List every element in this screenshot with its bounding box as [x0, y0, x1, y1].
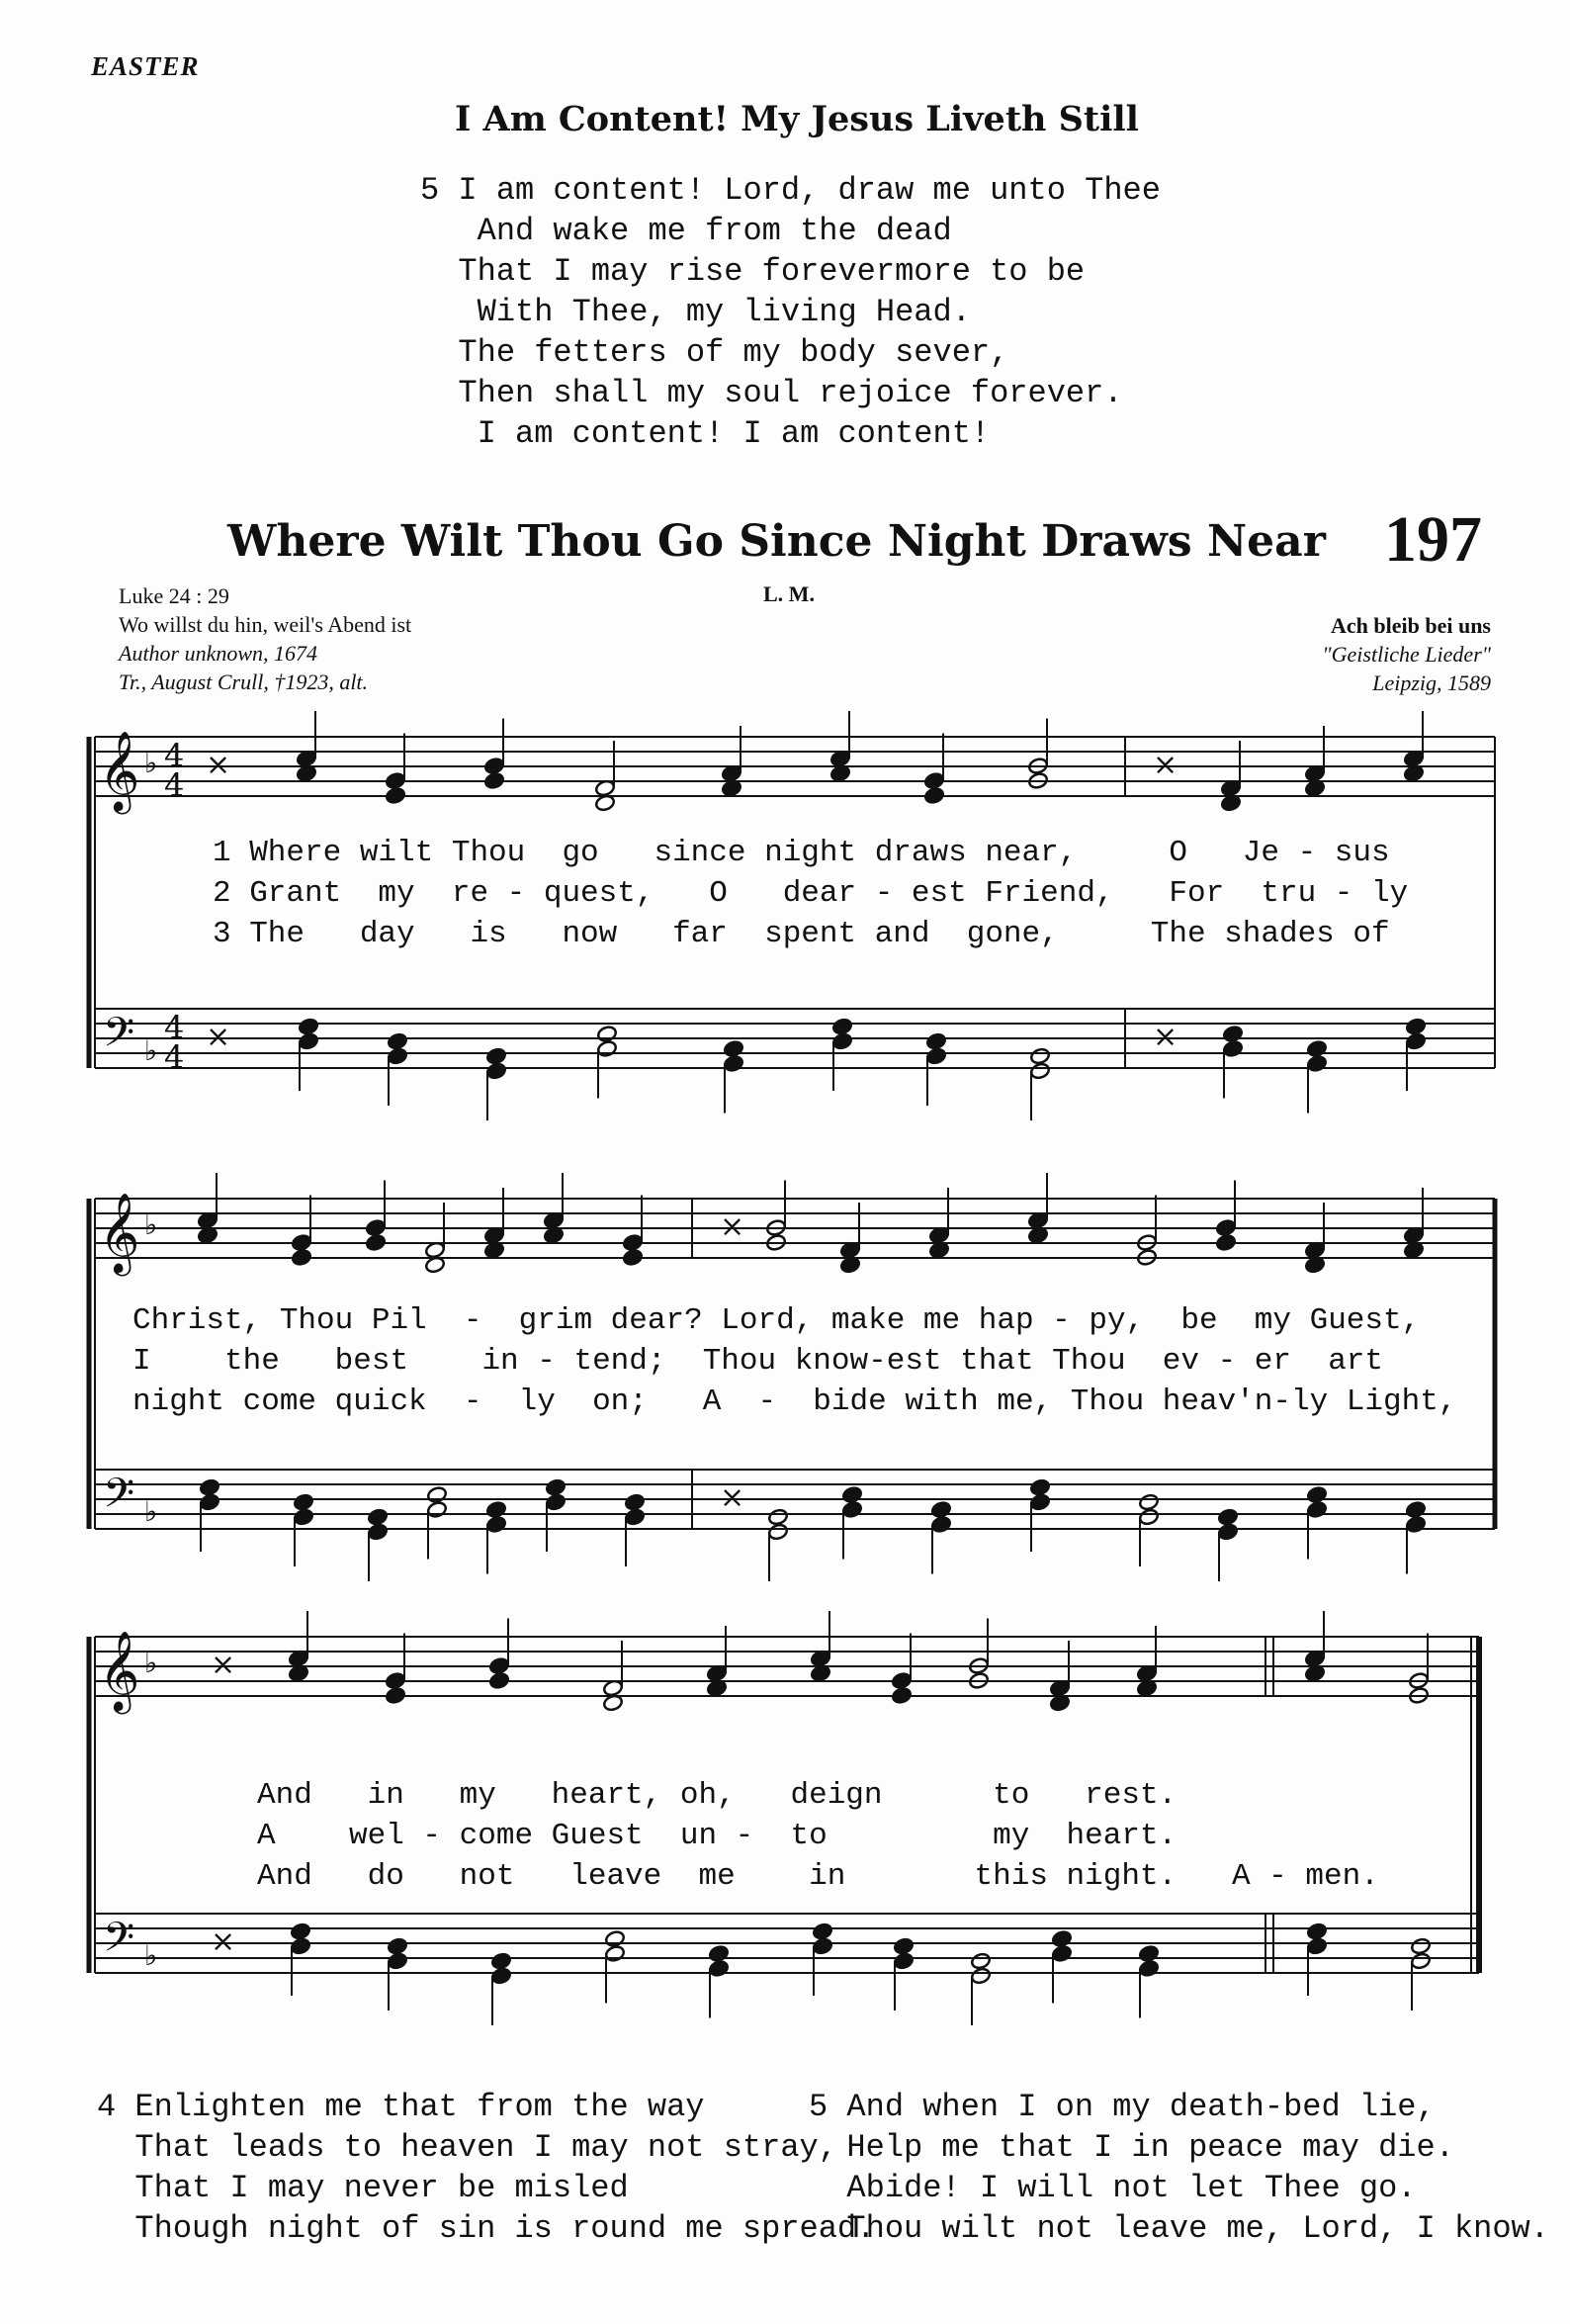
note-head [1306, 1922, 1327, 1940]
note-head [385, 1686, 405, 1704]
stanza-line: Abide! I will not let Thee go. [809, 2170, 1417, 2206]
time-signature: 4 [164, 766, 185, 804]
note-head [1306, 1054, 1327, 1072]
time-signature: 4 [164, 737, 185, 774]
note-head [291, 1233, 311, 1251]
system-2-lyric-line: night come quick - ly on; A - bide with me, Thou heav'n-ly Light, [132, 1385, 1457, 1419]
note-head [930, 1500, 951, 1518]
note-head [1215, 1218, 1236, 1236]
note-head [1306, 1039, 1327, 1057]
music-system-1 [89, 711, 1495, 1120]
note-head [893, 1952, 914, 1970]
note-head [385, 1671, 405, 1689]
note-head [367, 1508, 388, 1526]
german-first-line: Wo willst du hin, weil's Abend ist [119, 612, 412, 637]
bass-clef: 𝄢 [103, 1914, 135, 1971]
note-head [488, 1656, 509, 1674]
note-head [1138, 1944, 1159, 1962]
note-head [1217, 1508, 1238, 1526]
stanza-line: Help me that I in peace may die. [809, 2129, 1454, 2166]
flat-key-signature: ♭ [144, 1208, 158, 1241]
stanza-line: Thou wilt not leave me, Lord, I know. [809, 2210, 1549, 2247]
note-head [1306, 1500, 1327, 1518]
note-head [365, 1233, 386, 1251]
note-head [298, 1032, 318, 1050]
note-head [1029, 1478, 1050, 1496]
stanza-line: That I may rise forevermore to be [420, 253, 1086, 290]
note-head [387, 1952, 407, 1970]
note-head [426, 1485, 447, 1503]
system-1-lyric-line: 2 Grant my re - quest, O dear - est Friend, For tru - ly [213, 876, 1409, 911]
note-head [1405, 1515, 1426, 1533]
scripture-reference: Luke 24 : 29 [119, 583, 229, 608]
stanza-line: 5 I am content! Lord, draw me unto Thee [420, 172, 1161, 209]
note-head [624, 1493, 645, 1511]
note-head [298, 1018, 318, 1035]
note-head [708, 1959, 729, 1977]
note-head [485, 1047, 506, 1065]
system-3-lyric-line: A wel - come Guest un - to my heart. [257, 1819, 1178, 1853]
system-1-lyric-line: 3 The day is now far spent and gone, The shades of [213, 917, 1390, 951]
note-head [545, 1478, 566, 1496]
note-head [385, 771, 405, 789]
tune-source: "Geistliche Lieder" [1322, 642, 1491, 667]
flat-key-signature: ♭ [144, 1495, 158, 1528]
note-head [1405, 1500, 1426, 1518]
note-head [923, 771, 944, 789]
note-head [1029, 1047, 1050, 1065]
stanza-line: The fetters of my body sever, [420, 334, 1009, 371]
bass-clef: 𝄢 [103, 1009, 135, 1066]
flat-key-signature: ♭ [144, 1647, 158, 1679]
note-head [596, 1039, 617, 1057]
stanza-line: 5 And when I on my death-bed lie, [809, 2089, 1436, 2125]
note-head [970, 1967, 991, 1985]
note-head [387, 1937, 407, 1955]
quarter-rest: ⨯ [206, 748, 231, 782]
bass-clef: 𝄢 [103, 1470, 135, 1527]
note-head [767, 1523, 788, 1541]
note-head [1138, 1959, 1159, 1977]
note-head [891, 1671, 912, 1689]
note-head [622, 1233, 643, 1251]
quarter-rest: ⨯ [1153, 748, 1178, 782]
tune-place: Leipzig, 1589 [1372, 670, 1491, 695]
stanza-line: 4 Enlighten me that from the way [97, 2089, 705, 2125]
treble-clef: 𝄞 [99, 730, 140, 811]
stanza-line: Though night of sin is round me spread. [97, 2210, 876, 2247]
note-head [290, 1922, 310, 1940]
stanza-line: That leads to heaven I may not stray, [97, 2129, 837, 2166]
stanza-line: Then shall my soul rejoice forever. [420, 375, 1123, 411]
note-head [1138, 1493, 1159, 1511]
note-head [385, 786, 405, 804]
flat-key-signature: ♭ [144, 747, 158, 779]
note-head [930, 1515, 951, 1533]
note-head [723, 1054, 743, 1072]
note-head [1306, 1937, 1327, 1955]
time-signature: 4 [164, 1009, 185, 1046]
note-head [891, 1686, 912, 1704]
note-head [1410, 1937, 1431, 1955]
stanza-line: That I may never be misled [97, 2170, 629, 2206]
stanza-line: With Thee, my living Head. [420, 294, 971, 330]
note-head [812, 1922, 832, 1940]
note-head [490, 1952, 511, 1970]
note-head [1138, 1508, 1159, 1526]
hymn-title: Where Wilt Thou Go Since Night Draws Near [227, 516, 1326, 567]
note-head [485, 1515, 506, 1533]
flat-key-signature: ♭ [144, 1034, 158, 1067]
system-2-lyric-line: Christ, Thou Pil - grim dear? Lord, make me hap - py, be my Guest, [132, 1303, 1421, 1338]
system-3-lyric-line: And in my heart, oh, deign to rest. [257, 1778, 1178, 1813]
note-head [1306, 1485, 1327, 1503]
note-head [1051, 1944, 1072, 1962]
note-head [1215, 1233, 1236, 1251]
author-credit: Author unknown, 1674 [119, 641, 318, 666]
note-head [925, 1032, 946, 1050]
system-3-lyric-line: And do not leave me in this night. A - men. [257, 1859, 1379, 1894]
note-head [199, 1493, 219, 1511]
note-head [624, 1508, 645, 1526]
quarter-rest: ⨯ [211, 1924, 236, 1959]
tune-name: Ach bleib bei uns [1331, 613, 1491, 638]
note-head [841, 1485, 862, 1503]
note-head [893, 1937, 914, 1955]
note-head [426, 1500, 447, 1518]
note-head [1222, 1025, 1243, 1042]
note-head [925, 1047, 946, 1065]
system-2-lyric-line: I the best in - tend; Thou know-est that Thou ev - er art [132, 1344, 1384, 1379]
note-head [1222, 1039, 1243, 1057]
note-head [831, 1032, 852, 1050]
note-head [1410, 1952, 1431, 1970]
quarter-rest: ⨯ [211, 1648, 236, 1682]
quarter-rest: ⨯ [720, 1480, 745, 1515]
note-head [290, 1937, 310, 1955]
note-head [387, 1032, 407, 1050]
note-head [293, 1493, 313, 1511]
note-head [1405, 1032, 1426, 1050]
note-head [841, 1500, 862, 1518]
closing-stanza-5 [809, 2087, 1549, 2249]
quarter-rest: ⨯ [1153, 1020, 1178, 1054]
note-head [604, 1944, 625, 1962]
system-1-lyric-line: 1 Where wilt Thou go since night draws near, O Je - sus [213, 836, 1390, 870]
note-head [622, 1248, 643, 1266]
note-head [723, 1039, 743, 1057]
stanza-line: And wake me from the dead [420, 213, 952, 249]
note-head [708, 1944, 729, 1962]
note-head [923, 786, 944, 804]
note-head [767, 1508, 788, 1526]
note-head [1051, 1929, 1072, 1947]
quarter-rest: ⨯ [206, 1020, 231, 1054]
time-signature: 4 [164, 1038, 185, 1076]
note-head [293, 1508, 313, 1526]
note-head [1217, 1523, 1238, 1541]
note-head [545, 1493, 566, 1511]
note-head [367, 1523, 388, 1541]
closing-stanza-4 [97, 2087, 875, 2249]
section-label: EASTER [91, 51, 200, 81]
note-head [831, 1018, 852, 1035]
note-head [387, 1047, 407, 1065]
note-head [483, 771, 504, 789]
quarter-rest: ⨯ [720, 1209, 745, 1244]
note-head [1405, 1018, 1426, 1035]
note-head [490, 1967, 511, 1985]
note-head [604, 1929, 625, 1947]
note-head [812, 1937, 832, 1955]
note-head [485, 1500, 506, 1518]
note-head [291, 1248, 311, 1266]
stanza-line: I am content! I am content! [420, 415, 991, 452]
note-head [1029, 1062, 1050, 1080]
note-head [488, 1671, 509, 1689]
treble-clef: 𝄞 [99, 1192, 140, 1273]
treble-clef: 𝄞 [99, 1630, 140, 1711]
previous-hymn-title: I Am Content! My Jesus Liveth Still [455, 99, 1139, 139]
note-head [485, 1062, 506, 1080]
hymn-number: 197 [1384, 503, 1482, 576]
note-head [970, 1952, 991, 1970]
flat-key-signature: ♭ [144, 1939, 158, 1972]
note-head [596, 1025, 617, 1042]
note-head [483, 757, 504, 774]
note-head [199, 1478, 219, 1496]
note-head [365, 1218, 386, 1236]
meter: L. M. [763, 581, 815, 606]
translator-credit: Tr., August Crull, †1923, alt. [119, 670, 369, 694]
note-head [1029, 1493, 1050, 1511]
